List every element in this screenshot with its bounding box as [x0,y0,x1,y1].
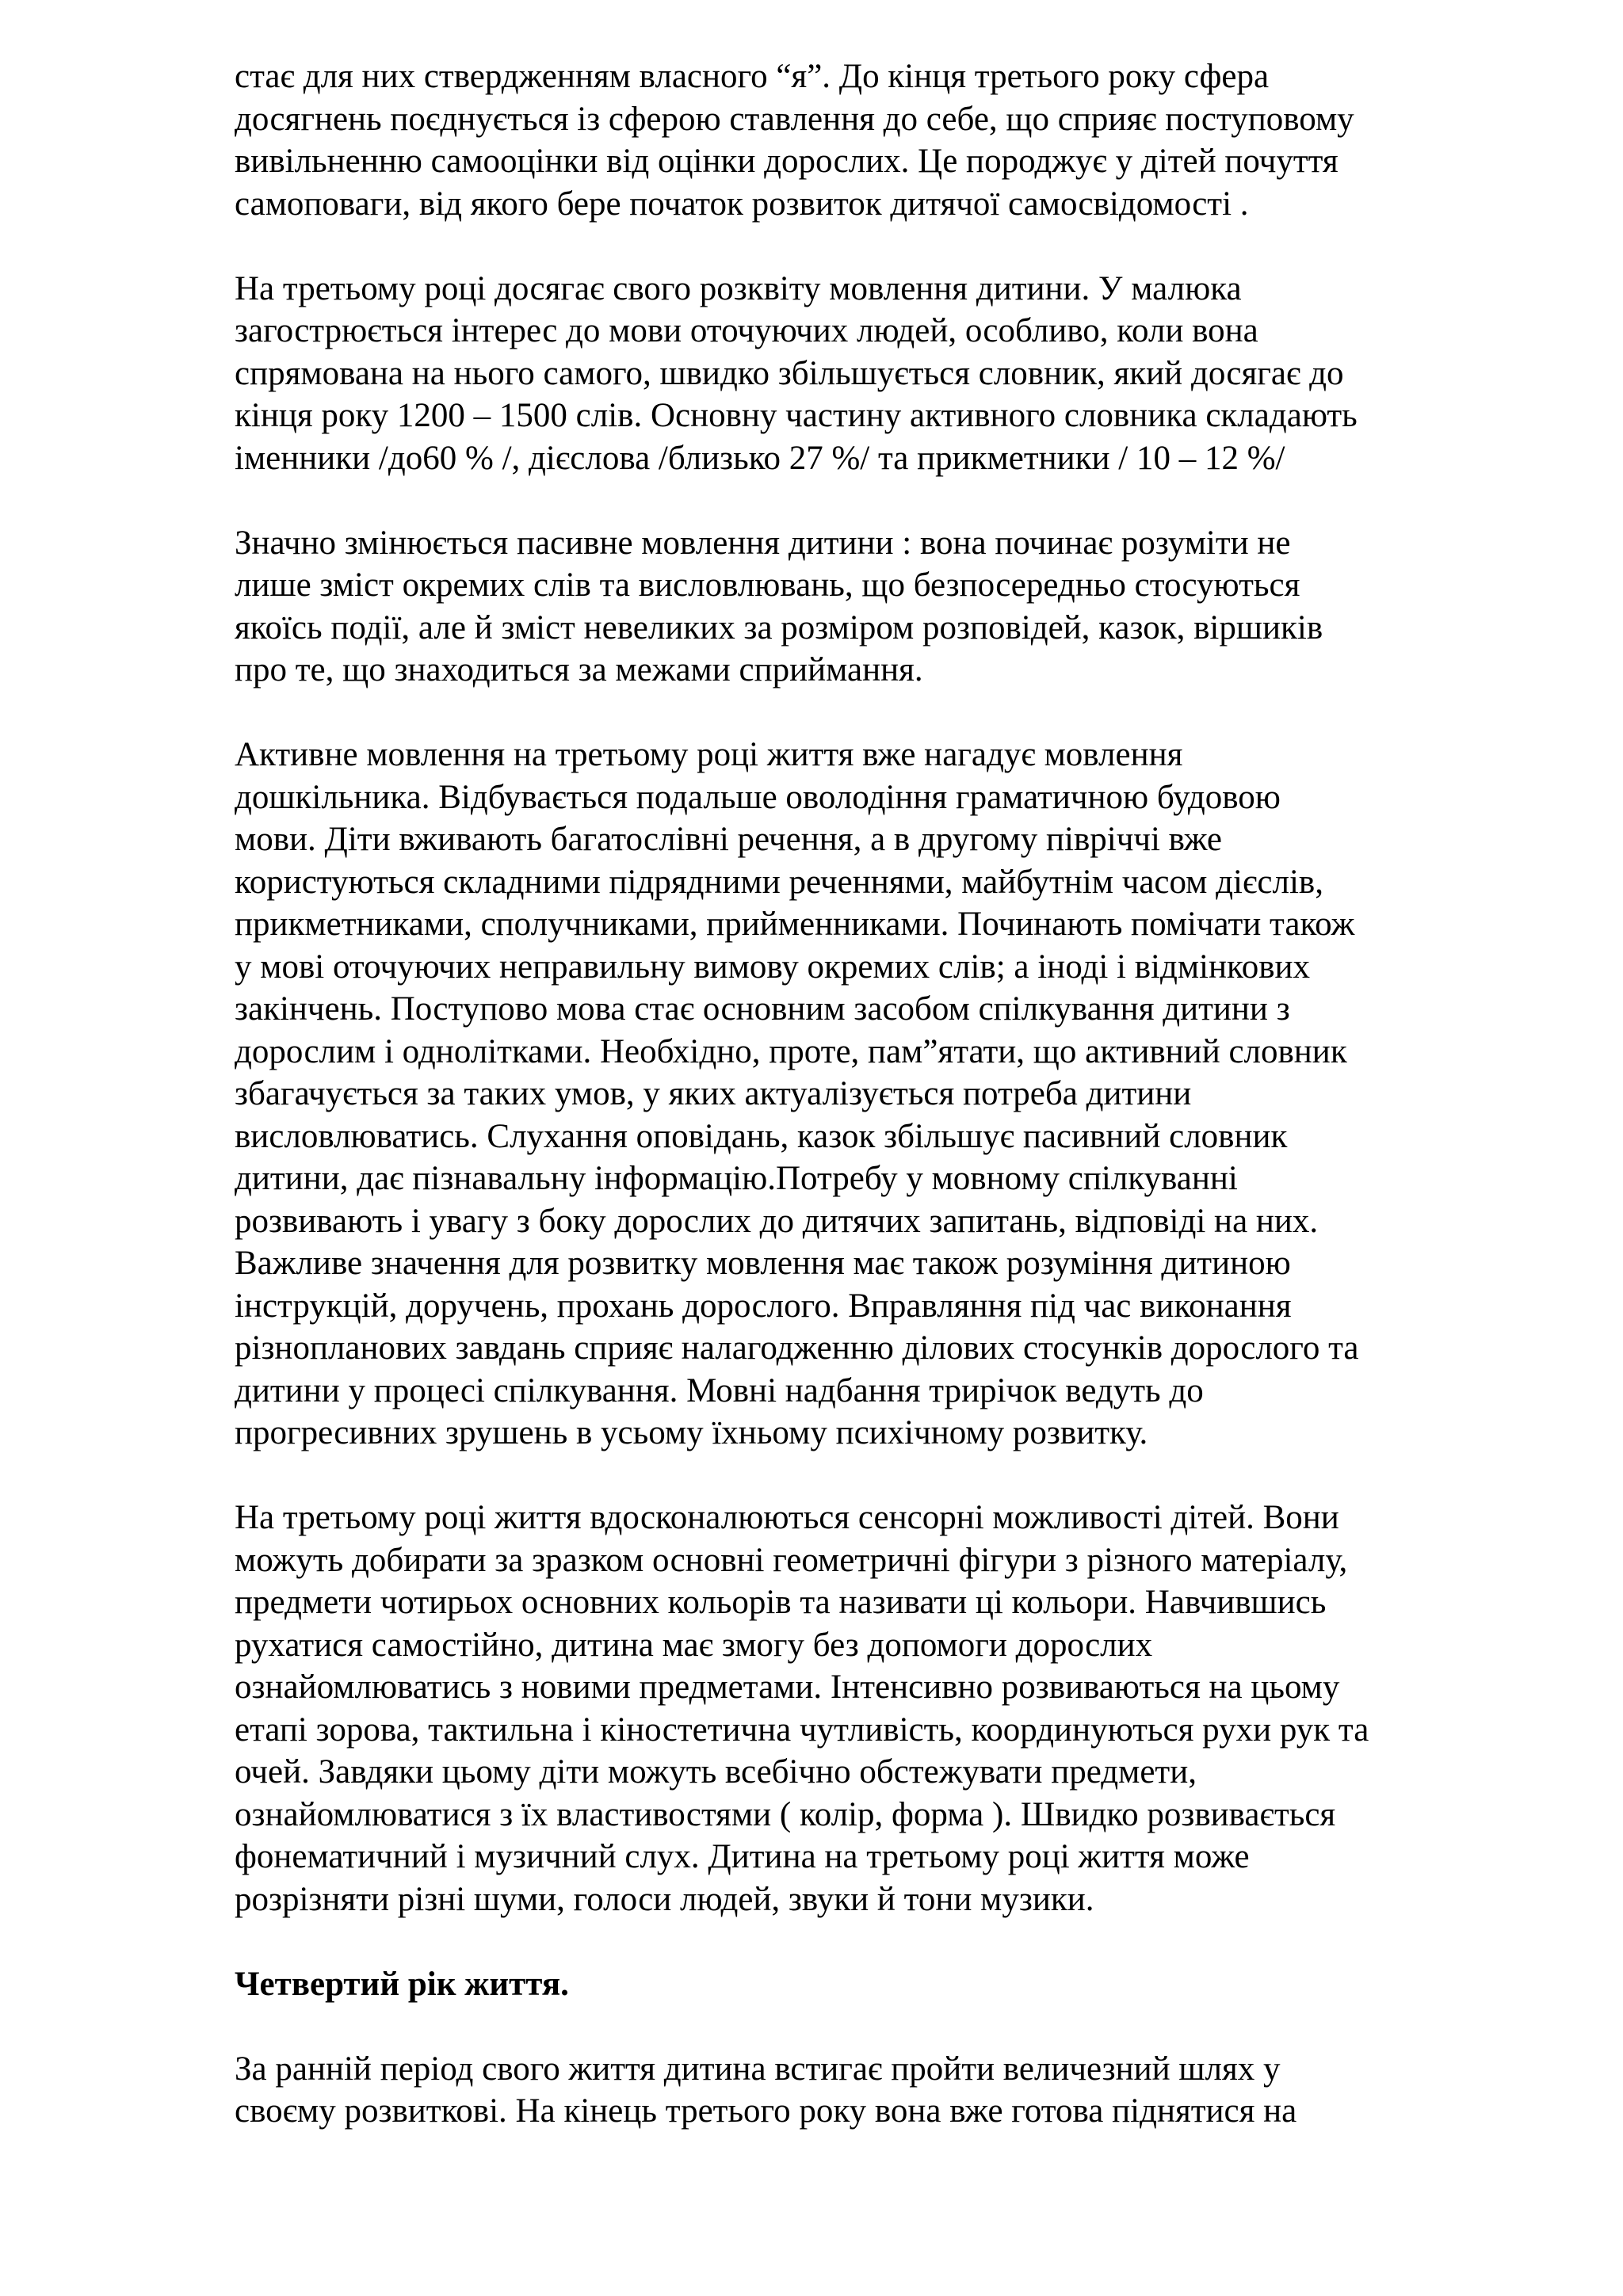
text-line: самоповаги, від якого бере початок розвиток дитячої самосвідомості . [235,185,1249,223]
text-line: Важливе значення для розвитку мовлення має також розуміння дитиною [235,1245,1291,1282]
text-line: кінця року 1200 – 1500 слів. Основну частину активного словника складають [235,397,1358,434]
text-line: можуть добирати за зразком основні геометричні фігури з різного матеріалу, [235,1541,1348,1579]
section-heading: Четвертий рік життя. [235,1965,569,2003]
text-line: На третьому році життя вдосконалюються сенсорні можливості дітей. Вони [235,1499,1339,1536]
text-line: прикметниками, сполучниками, прийменниками. Починають помічати також [235,906,1355,943]
paragraph [235,522,1582,692]
text-line: дошкільника. Відбувається подальше оволодіння граматичною будовою [235,778,1281,816]
text-line: якоїсь події, але й зміст невеликих за розміром розповідей, казок, віршиків [235,608,1323,646]
text-line: етапі зорова, тактильна і кіностетична чутливість, координуються рухи рук та [235,1711,1369,1749]
text-line: збагачується за таких умов, у яких актуалізується потреба дитини [235,1075,1192,1112]
text-line: рухатися самостійно, дитина має змогу без допомоги дорослих [235,1626,1153,1664]
text-line: Активне мовлення на третьому році життя вже нагадує мовлення [235,736,1183,773]
text-line: різнопланових завдань сприяє налагодженню ділових стосунків дорослого та [235,1329,1359,1367]
text-line: прогресивних зрушень в усьому їхньому психічному розвитку. [235,1414,1148,1451]
text-line: дорослим і однолітками. Необхідно, проте, пам”ятати, що активний словник [235,1032,1347,1070]
paragraph [235,268,1582,480]
paragraph [235,55,1582,225]
text-line: вивільненню самооцінки від оцінки дорослих. Це породжує у дітей почуття [235,143,1338,180]
text-line: лише зміст окремих слів та висловлювань, що безпосередньо стосуються [235,566,1300,604]
text-line: своєму розвиткові. На кінець третього року вона вже готова піднятися на [235,2092,1297,2130]
text-line: стає для них ствердженням власного “я”. До кінця третього року сфера [235,58,1270,95]
text-line: фонематичний і музичний слух. Дитина на третьому році життя може [235,1838,1250,1875]
text-line: розрізняти різні шуми, голоси людей, звуки й тони музики. [235,1880,1094,1918]
paragraph [235,734,1582,1455]
text-line: іменники /до60 % /, дієслова /близько 27 %/ та прикметники / 10 – 12 %/ [235,439,1285,477]
paragraph [235,2048,1582,2133]
text-line: спрямована на нього самого, швидко збільшується словник, який досягає до [235,354,1344,392]
text-line: ознайомлюватися з їх властивостями ( колір, форма ). Швидко розвивається [235,1795,1336,1833]
text-line: дитини, дає пізнавальну інформацію.Потребу у мовному спілкуванні [235,1160,1238,1197]
text-line: очей. Завдяки цьому діти можуть всебічно обстежувати предмети, [235,1753,1197,1791]
text-line: На третьому році досягає свого розквіту мовлення дитини. У малюка [235,269,1242,307]
text-line: інструкцій, доручень, прохань дорослого. Вправляння під час виконання [235,1287,1292,1325]
text-line: користуються складними підрядними реченнями, майбутнім часом дієслів, [235,863,1323,901]
text-line: предмети чотирьох основних кольорів та називати ці кольори. Навчившись [235,1584,1327,1621]
text-line: закінчень. Поступово мова стає основним засобом спілкування дитини з [235,990,1290,1028]
text-line: За ранній період свого життя дитина встигає пройти величезний шлях у [235,2050,1281,2088]
text-line: про те, що знаходиться за межами сприймання. [235,651,923,688]
paragraph [235,1497,1582,1920]
document-page [235,55,1582,2175]
text-line: дитини у процесі спілкування. Мовні надбання трирічок ведуть до [235,1371,1204,1409]
text-line: висловлюватись. Слухання оповідань, казок збільшує пасивний словник [235,1117,1288,1155]
text-line: ознайомлюватись з новими предметами. Інтенсивно розвиваються на цьому [235,1669,1340,1706]
text-line: досягнень поєднується із сферою ставлення до себе, що сприяє поступовому [235,100,1354,138]
text-line: загострюється інтерес до мови оточуючих людей, особливо, коли вона [235,312,1258,349]
text-line: у мові оточуючих неправильну вимову окремих слів; а іноді і відмінкових [235,948,1311,986]
document-body [235,55,1582,1920]
text-line: мови. Діти вживають багатослівні речення, а в другому півріччі вже [235,821,1222,858]
text-line: розвивають і увагу з боку дорослих до дитячих запитань, відповіді на них. [235,1202,1319,1240]
text-line: Значно змінюється пасивне мовлення дитини : вона починає розуміти не [235,524,1291,562]
